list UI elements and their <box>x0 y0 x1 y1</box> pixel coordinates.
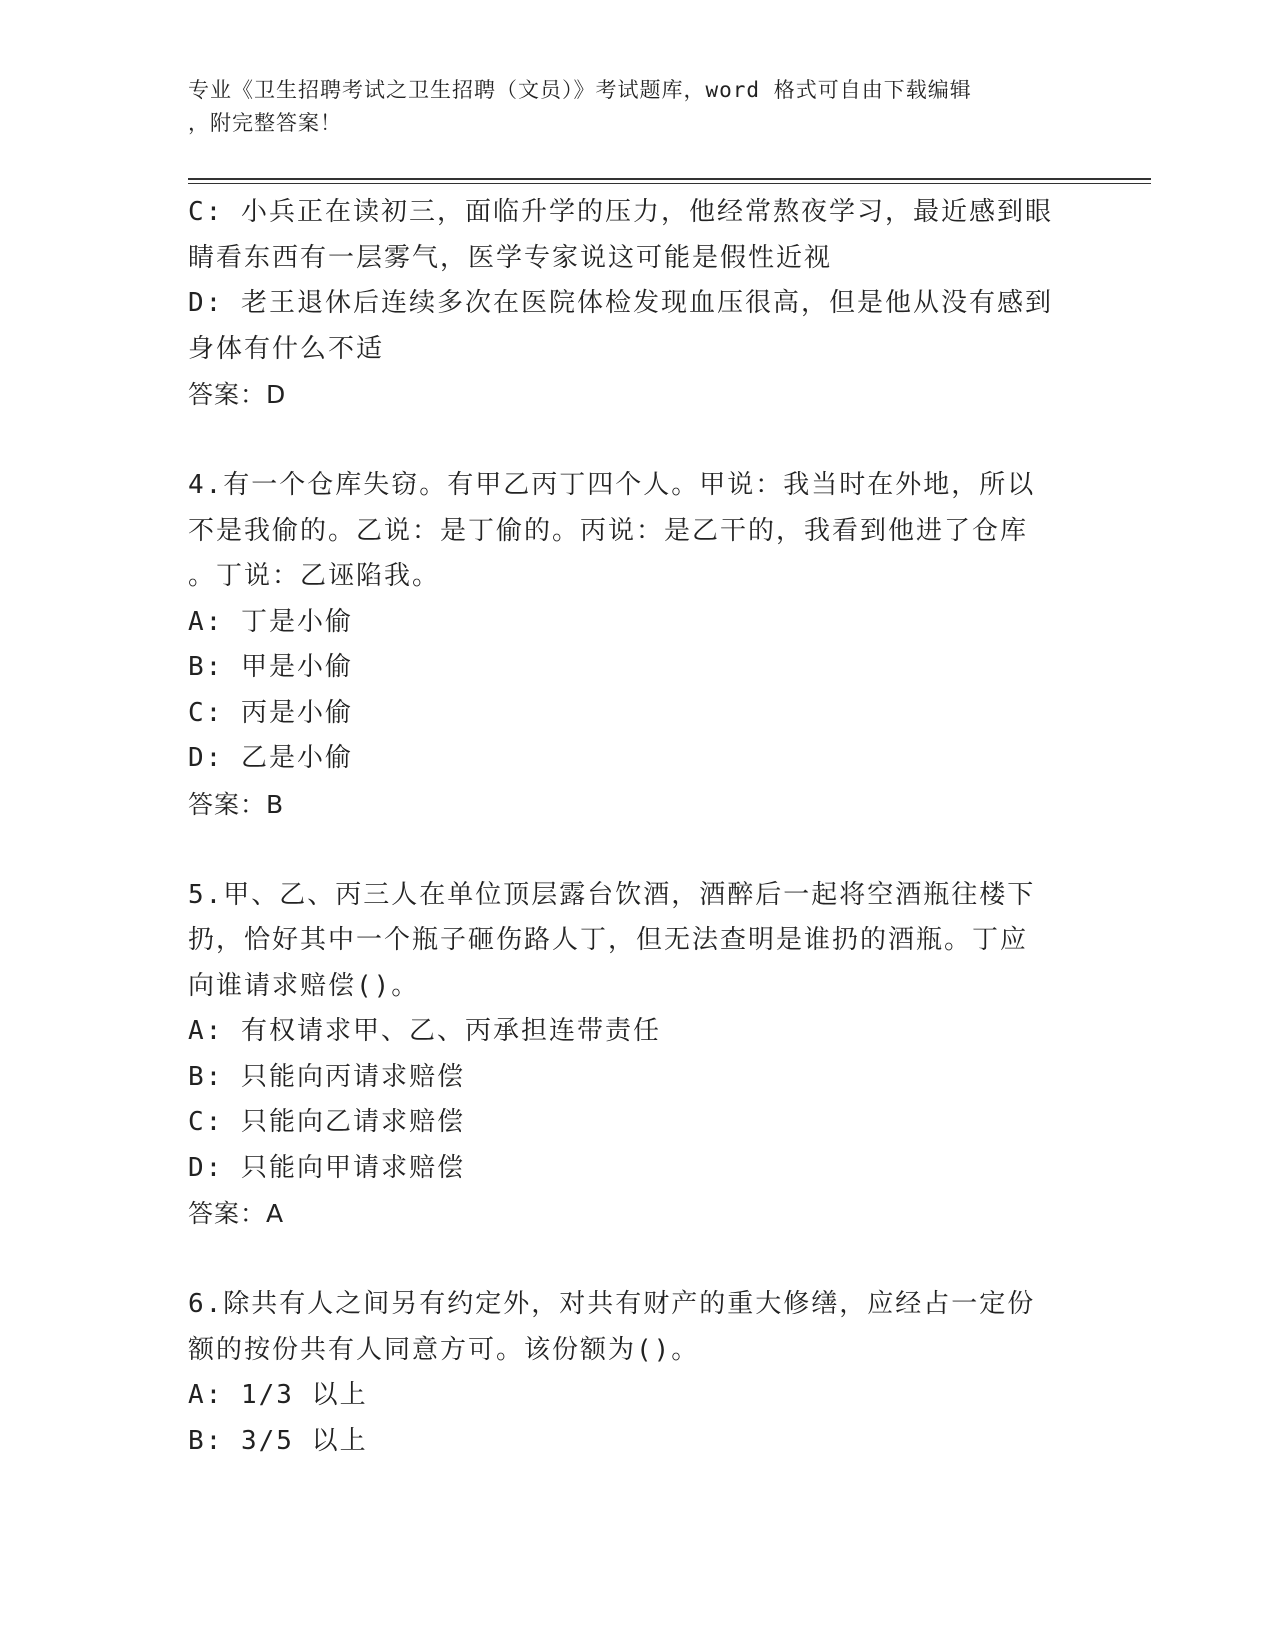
q4-stem-line-2: 不是我偷的。乙说：是丁偷的。丙说：是乙干的，我看到他进了仓库 <box>188 515 1029 546</box>
header-title-line-1: 专业《卫生招聘考试之卫生招聘（文员）》考试题库，word 格式可自由下载编辑 <box>188 78 972 102</box>
q5-option-a: A: 有权请求甲、乙、丙承担连带责任 <box>188 1016 661 1046</box>
q3-option-d-line-1: D: 老王退休后连续多次在医院体检发现血压很高，但是他从没有感到 <box>188 288 1053 318</box>
q6-stem-line-1: 6.除共有人之间另有约定外，对共有财产的重大修缮，应经占一定份 <box>188 1289 1036 1319</box>
q4-stem-line-1: 4.有一个仓库失窃。有甲乙丙丁四个人。甲说：我当时在外地，所以 <box>188 470 1036 500</box>
spacer <box>188 1237 1068 1283</box>
spacer <box>188 827 1068 873</box>
q6-option-b: B: 3/5 以上 <box>188 1425 368 1456</box>
q5-stem-line-3: 向谁请求赔偿()。 <box>188 970 420 1001</box>
q6-stem-line-2: 额的按份共有人同意方可。该份额为()。 <box>188 1334 700 1365</box>
document-header <box>188 74 1068 140</box>
q5-stem-line-1: 5.甲、乙、丙三人在单位顶层露台饮酒，酒醉后一起将空酒瓶往楼下 <box>188 879 1036 910</box>
q5-option-c: C: 只能向乙请求赔偿 <box>188 1107 465 1137</box>
q4-option-b: B: 甲是小偷 <box>188 652 353 682</box>
q3-option-c-line-2: 睛看东西有一层雾气，医学专家说这可能是假性近视 <box>188 242 833 273</box>
q6-option-a: A: 1/3 以上 <box>188 1380 368 1410</box>
q4-stem-line-3: 。丁说：乙诬陷我。 <box>188 561 441 591</box>
header-title-line-2: ，附完整答案！ <box>188 111 342 135</box>
q4-option-c: C: 丙是小偷 <box>188 697 353 728</box>
question-content <box>188 190 1068 1464</box>
q5-answer: 答案：A <box>188 1199 285 1228</box>
spacer <box>188 418 1068 464</box>
header-divider-thin <box>188 183 1151 184</box>
q3-answer: 答案：D <box>188 380 287 409</box>
q5-stem-line-2: 扔，恰好其中一个瓶子砸伤路人丁，但无法查明是谁扔的酒瓶。丁应 <box>188 925 1029 955</box>
q4-option-d: D: 乙是小偷 <box>188 743 353 773</box>
q3-option-d-line-2: 身体有什么不适 <box>188 333 385 364</box>
q5-option-b: B: 只能向丙请求赔偿 <box>188 1061 465 1092</box>
q3-option-c-line-1: C: 小兵正在读初三，面临升学的压力，他经常熬夜学习，最近感到眼 <box>188 197 1053 227</box>
q4-option-a: A: 丁是小偷 <box>188 606 353 637</box>
q5-option-d: D: 只能向甲请求赔偿 <box>188 1152 465 1183</box>
q4-answer: 答案：B <box>188 789 285 819</box>
header-divider-thick <box>188 178 1151 180</box>
